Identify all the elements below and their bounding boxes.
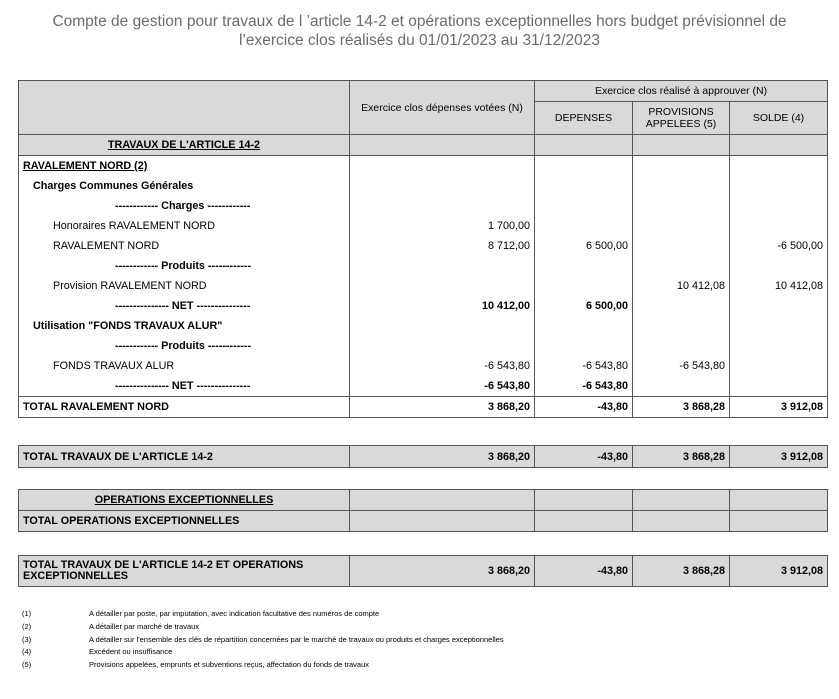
header-depenses: DEPENSES	[535, 102, 633, 135]
header-realise: Exercice clos réalisé à approuver (N)	[535, 81, 828, 102]
total-travaux-label: TOTAL TRAVAUX DE L'ARTICLE 14-2	[19, 446, 350, 468]
footnotes	[22, 608, 504, 672]
header-blank	[19, 81, 350, 135]
total-operations-label: TOTAL OPERATIONS EXCEPTIONNELLES	[19, 511, 350, 532]
table-row: FONDS TRAVAUX ALUR -6 543,80 -6 543,80 -6 543,80	[19, 356, 828, 376]
produits-separator: ------------ Produits ------------	[19, 256, 350, 276]
sub-label-charges-communes: Charges Communes Générales	[19, 176, 350, 196]
table-row: Provision RAVALEMENT NORD 10 412,08 10 412,08	[19, 276, 828, 296]
page-title	[20, 12, 819, 50]
total-travaux-table: TOTAL TRAVAUX DE L'ARTICLE 14-2 3 868,20 -43,80 3 868,28 3 912,08	[18, 445, 828, 468]
page-title-line1: Compte de gestion pour travaux de l ’article 14-2 et opérations exceptionnelles hors budget prévisionnel de	[52, 13, 787, 30]
net-row: --------------- NET --------------- -6 543,80 -6 543,80	[19, 376, 828, 397]
operations-table	[18, 489, 828, 532]
group-label: RAVALEMENT NORD (2)	[19, 156, 350, 177]
footnote: (1) A détailler par poste, par imputation, avec indication facultative des numéros de compte	[22, 609, 380, 618]
header-solde: SOLDE (4)	[730, 102, 828, 135]
total-group-row: TOTAL RAVALEMENT NORD 3 868,20 -43,80 3 868,28 3 912,08	[19, 397, 828, 418]
page-title-line2: l’exercice clos réalisés du 01/01/2023 au 31/12/2023	[238, 32, 601, 49]
produits-separator: ------------ Produits ------------	[19, 336, 350, 356]
footnote: (5) Provisions appelées, emprunts et subventions reçus, affectation du fonds de travaux	[22, 660, 370, 670]
header-provisions: PROVISIONS APPELEES (5)	[633, 102, 730, 135]
grand-total-table: TOTAL TRAVAUX DE L'ARTICLE 14-2 ET OPERATIONS EXCEPTIONNELLES 3 868,20 -43,80 3 868,28 3 912,08	[18, 555, 828, 587]
main-table	[18, 80, 828, 418]
sub-label-fonds-alur: Utilisation "FONDS TRAVAUX ALUR"	[19, 316, 350, 336]
footnote: (4) Excédent ou insuffisance	[22, 647, 173, 657]
charges-separator: ------------ Charges ------------	[19, 196, 350, 216]
grand-total-label: TOTAL TRAVAUX DE L'ARTICLE 14-2 ET OPERATIONS EXCEPTIONNELLES	[19, 556, 350, 587]
table-row: Honoraires RAVALEMENT NORD 1 700,00	[19, 216, 828, 236]
section1-title: TRAVAUX DE L'ARTICLE 14-2	[19, 135, 350, 156]
header-votees: Exercice clos dépenses votées (N)	[350, 81, 535, 135]
section2-title: OPERATIONS EXCEPTIONNELLES	[19, 490, 350, 511]
footnote: (3) A détailler sur l'ensemble des clés de répartition concernées par le marché de travaux ou produits et charges exceptionnelles	[22, 634, 504, 644]
net-row: --------------- NET --------------- 10 412,00 6 500,00	[19, 296, 828, 316]
table-row: RAVALEMENT NORD 8 712,00 6 500,00 -6 500,00	[19, 236, 828, 256]
footnote: (2) A détailler par marché de travaux	[22, 621, 200, 631]
